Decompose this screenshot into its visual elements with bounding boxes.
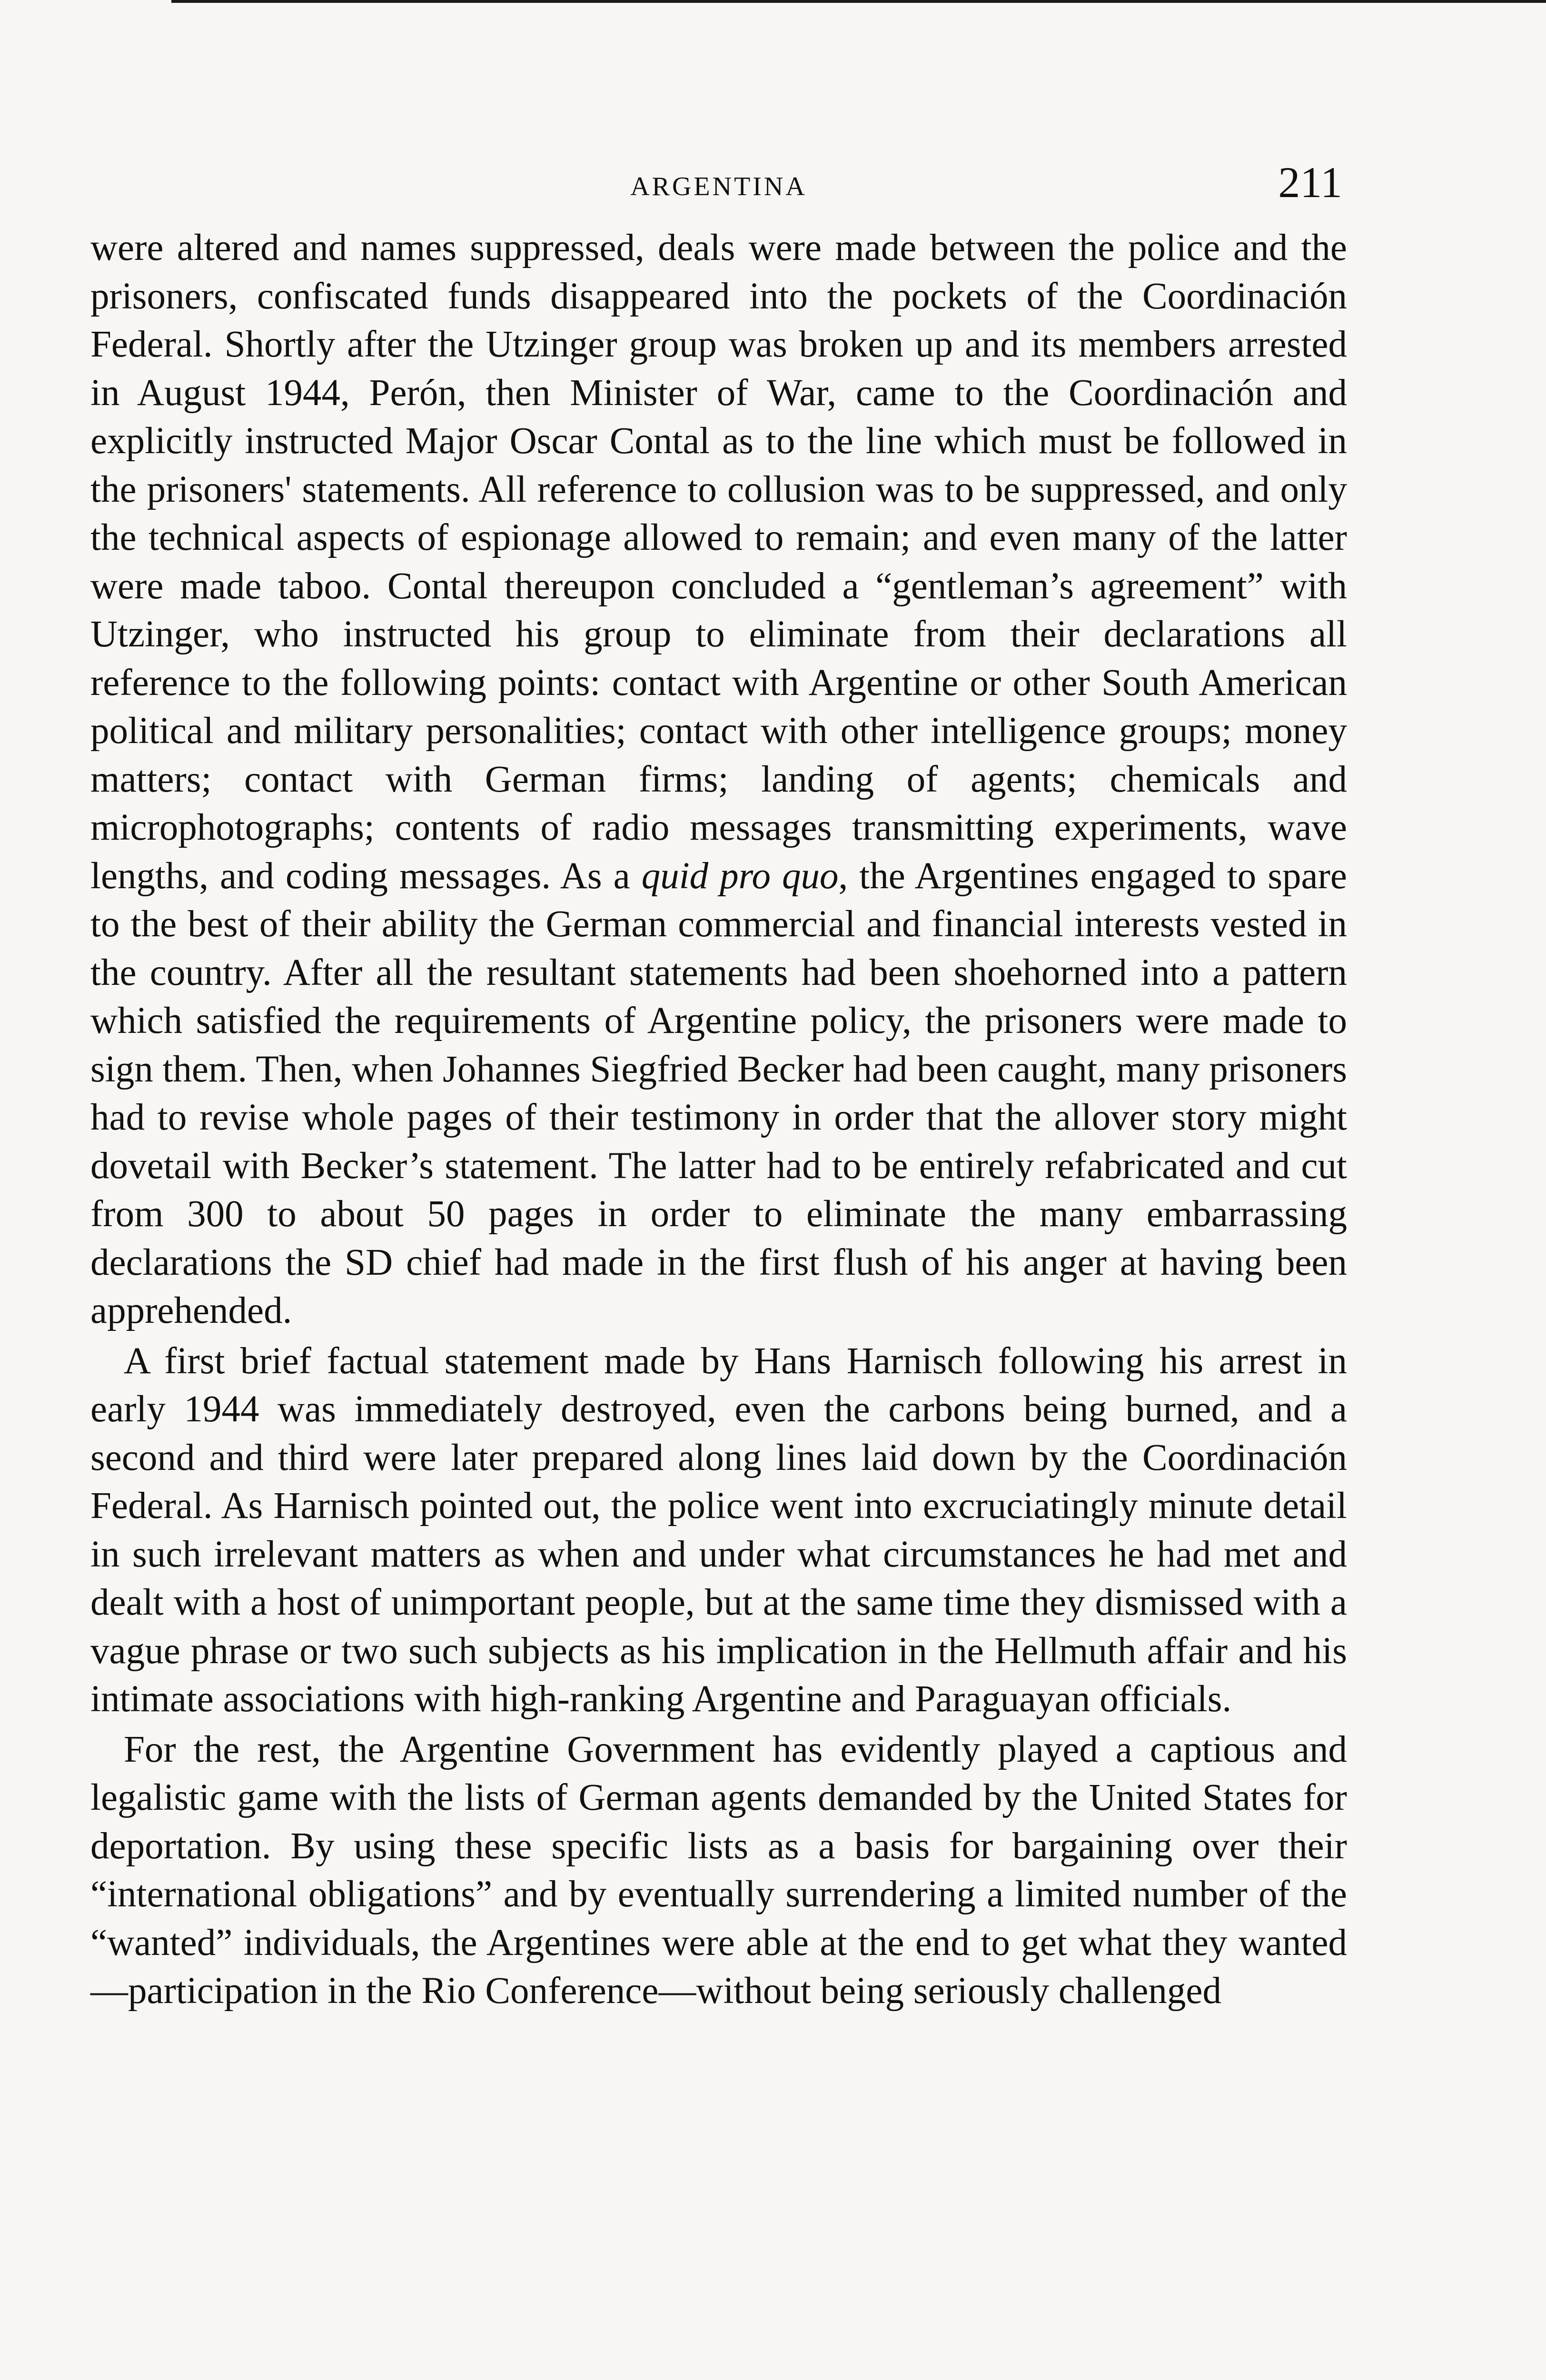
paragraph-1-text-a: were altered and names suppressed, deals were made between the police and the prisoners, confiscated funds disappeared into the pockets of the Coordinación Federal. Shortly after the Utzinger group was broken up and its members arrested in August 1944, Perón, then Minister of War, came to the Coordinación and explicitly instructed Major Oscar Contal as to the line which must be followed in the prisoners' statements. All reference to collusion was to be suppressed, and only the technical aspects of espionage allowed to remain; and even many of the latter were made taboo. Contal thereupon concluded a “gentleman’s agreement” with Utzinger, who instructed his group to eliminate from their declarations all reference to the following points: contact with Argentine or other South American political and military personalities; contact with other intelligence groups; money matters; contact with German firms; landing of agents; chemicals and microphotographs; contents of radio messages transmitting experiments, wave lengths, and coding messages. As a — [90, 227, 1347, 897]
paragraph-1-italic: quid pro quo — [641, 855, 839, 897]
page-number: 211 — [1278, 158, 1342, 207]
top-rule — [171, 0, 1546, 3]
paragraph-1 — [90, 224, 1347, 1335]
paragraph-1-text-b: , the Argentines engaged to spare to the best of their ability the German commercial and financial interests vested in the country. After all the resultant statements had been shoehorned into a pattern which satisfied the requirements of Argentine policy, the prisoners were made to sign them. Then, when Johannes Siegfried Becker had been caught, many prisoners had to revise whole pages of their testimony in order that the allover story might dovetail with Becker’s statement. The latter had to be entirely refabricated and cut from 300 to about 50 pages in order to eliminate the many embarrassing declarations the SD chief had made in the first flush of his anger at having been apprehended. — [90, 855, 1347, 1331]
body-text — [90, 224, 1347, 2017]
page-header — [95, 157, 1342, 214]
paragraph-2: A first brief factual statement made by Hans Harnisch following his arrest in early 1944 was immediately destroyed, even the carbons being burned, and a second and third were later prepared along lines laid down by the Coordinación Federal. As Harnisch pointed out, the police went into excruciatingly minute detail in such irrelevant matters as when and under what circumstances he had met and dealt with a host of unimportant people, but at the same time they dismissed with a vague phrase or two such subjects as his implication in the Hellmuth affair and his intimate associations with high-ranking Argentine and Paraguayan officials. — [90, 1340, 1347, 1720]
paragraph-3: For the rest, the Argentine Government has evidently played a captious and legalistic game with the lists of German agents demanded by the United States for deportation. By using these specific lists as a basis for bargaining over their “international obligations” and by eventually surrendering a limited number of the “wanted” individuals, the Argentines were able at the end to get what they wanted—participation in the Rio Conference—without being seriously challenged — [90, 1728, 1347, 2012]
running-head: ARGENTINA — [630, 172, 807, 201]
